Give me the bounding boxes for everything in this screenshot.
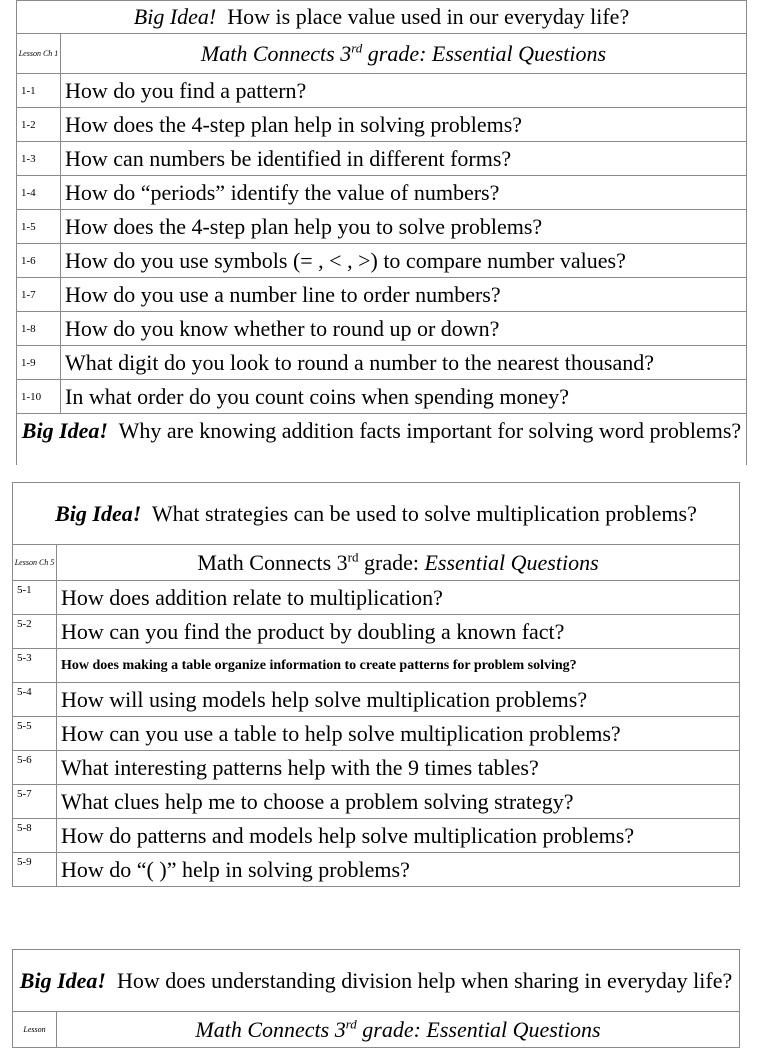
- lesson-label: Lesson: [13, 1012, 57, 1048]
- big-idea-label: Big Idea!: [55, 500, 142, 526]
- big-idea-label: Big Idea!: [21, 418, 108, 443]
- next-big-idea-header: [17, 414, 747, 470]
- big-idea-header: [13, 950, 740, 1012]
- essential-question: How do you find a pattern?: [61, 74, 747, 108]
- essential-question: How will using models help solve multiplication problems?: [57, 683, 740, 717]
- essential-question: How do you use a number line to order numbers?: [61, 278, 747, 312]
- lesson-number: 5-3: [13, 649, 57, 683]
- lesson-number: 1-10: [17, 380, 61, 414]
- title-text-end: Essential Questions: [424, 549, 599, 575]
- title-text-end: grade: Essential Questions: [362, 40, 607, 66]
- title-text: Math Connects 3: [197, 549, 348, 575]
- lesson-number: 1-6: [17, 244, 61, 278]
- table-row: [17, 346, 747, 380]
- lesson-number: 5-2: [13, 615, 57, 649]
- lesson-number: 5-5: [13, 717, 57, 751]
- essential-question: How does the 4-step plan help you to solve problems?: [61, 210, 747, 244]
- lesson-number: 1-9: [17, 346, 61, 380]
- essential-question: How do patterns and models help solve multiplication problems?: [57, 819, 740, 853]
- table-row: [17, 74, 747, 108]
- lesson-number: 1-1: [17, 74, 61, 108]
- lesson-number: 5-7: [13, 785, 57, 819]
- essential-question: What clues help me to choose a problem solving strategy?: [57, 785, 740, 819]
- page-gap: [0, 465, 768, 482]
- title-superscript: rd: [345, 1016, 357, 1032]
- table-row: [13, 615, 740, 649]
- essential-question: How do you know whether to round up or down?: [61, 312, 747, 346]
- big-idea-text: How is place value used in our everyday life?: [227, 4, 630, 29]
- table-row: [13, 819, 740, 853]
- title-text-end: grade: Essential Questions: [356, 1016, 601, 1042]
- lesson-number: 5-8: [13, 819, 57, 853]
- lesson-number: 5-4: [13, 683, 57, 717]
- table-row: [13, 649, 740, 683]
- essential-question: In what order do you count coins when spending money?: [61, 380, 747, 414]
- title-text: Math Connects 3: [200, 40, 352, 66]
- chapter-1-table: [16, 0, 747, 470]
- essential-question: How do “( )” help in solving problems?: [57, 853, 740, 887]
- lesson-number: 1-3: [17, 142, 61, 176]
- table-row: [17, 210, 747, 244]
- table-row: [13, 683, 740, 717]
- lesson-number: 1-7: [17, 278, 61, 312]
- table-row: [17, 380, 747, 414]
- chapter-5-table: [12, 482, 740, 887]
- lesson-number: 5-9: [13, 853, 57, 887]
- table-row: [13, 853, 740, 887]
- lesson-label: Lesson Ch 5: [13, 545, 57, 581]
- lesson-number: 1-4: [17, 176, 61, 210]
- table-row: [17, 142, 747, 176]
- essential-question: How can numbers be identified in different forms?: [61, 142, 747, 176]
- table-title: [61, 34, 747, 74]
- title-superscript: rd: [351, 40, 363, 56]
- title-superscript: rd: [347, 549, 359, 565]
- big-idea-label: Big Idea!: [19, 967, 106, 993]
- table-row: [17, 108, 747, 142]
- next-chapter-table: [12, 949, 740, 1048]
- lesson-number: 5-1: [13, 581, 57, 615]
- big-idea-text: Why are knowing addition facts important for solving word problems?: [118, 418, 742, 443]
- essential-question: How do “periods” identify the value of numbers?: [61, 176, 747, 210]
- table-row: [17, 244, 747, 278]
- table-row: [13, 717, 740, 751]
- essential-question: How can you find the product by doubling a known fact?: [57, 615, 740, 649]
- table-row: [13, 581, 740, 615]
- essential-question: How does addition relate to multiplication?: [57, 581, 740, 615]
- essential-question: How does the 4-step plan help in solving problems?: [61, 108, 747, 142]
- big-idea-label: Big Idea!: [133, 4, 217, 29]
- table-title: [57, 1012, 740, 1048]
- table-row: [13, 785, 740, 819]
- big-idea-text: What strategies can be used to solve multiplication problems?: [151, 500, 697, 526]
- table-row: [17, 312, 747, 346]
- table-row: [17, 176, 747, 210]
- table-title: [57, 545, 740, 581]
- table-row: [13, 751, 740, 785]
- big-idea-header: [17, 1, 747, 34]
- lesson-number: 1-8: [17, 312, 61, 346]
- lesson-number: 1-2: [17, 108, 61, 142]
- big-idea-text: How does understanding division help when sharing in everyday life?: [116, 967, 733, 993]
- table-row: [17, 278, 747, 312]
- lesson-label: Lesson Ch 1: [17, 34, 61, 74]
- essential-question: How does making a table organize information to create patterns for problem solving?: [57, 649, 740, 683]
- lesson-number: 1-5: [17, 210, 61, 244]
- lesson-number: 5-6: [13, 751, 57, 785]
- essential-question: How do you use symbols (= , < , >) to compare number values?: [61, 244, 747, 278]
- big-idea-header: [13, 483, 740, 545]
- title-text-mid: grade:: [358, 549, 425, 575]
- essential-question: What interesting patterns help with the 9 times tables?: [57, 751, 740, 785]
- title-text: Math Connects 3: [195, 1016, 346, 1042]
- essential-question: What digit do you look to round a number to the nearest thousand?: [61, 346, 747, 380]
- essential-question: How can you use a table to help solve multiplication problems?: [57, 717, 740, 751]
